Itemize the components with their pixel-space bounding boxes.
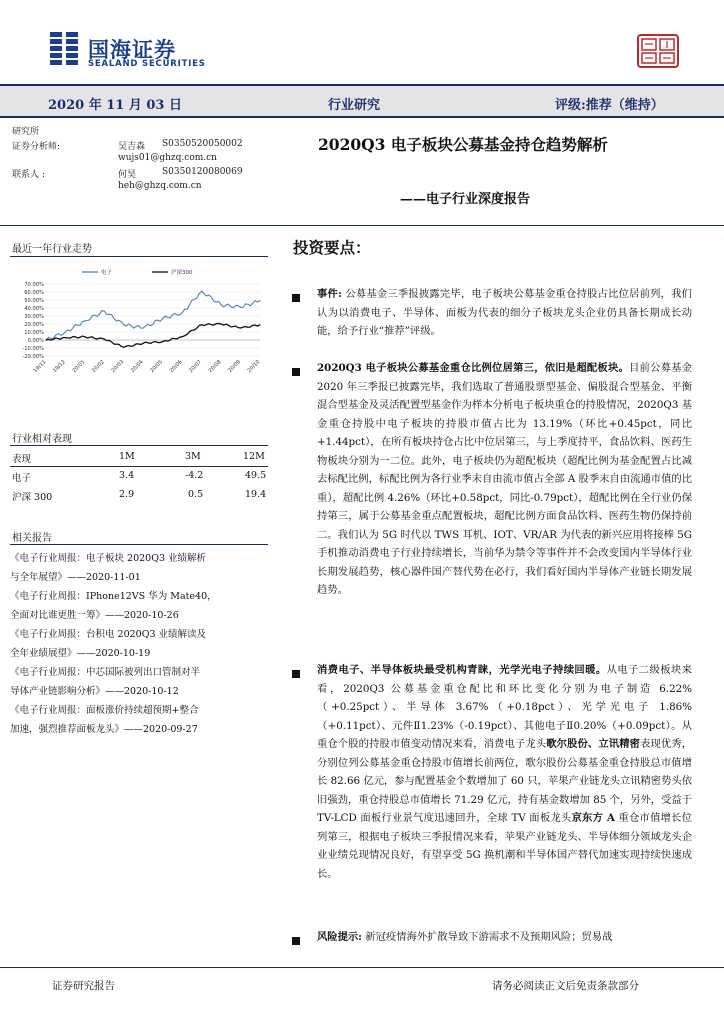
contact-email: heh@ghzq.com.cn xyxy=(118,181,202,191)
chart-legend-label: 电子 xyxy=(101,270,113,276)
chart-y-tick-label: 70.00% xyxy=(24,282,44,288)
perf-col-3m: 3M xyxy=(185,451,201,462)
analyst-name: 吴吉森 xyxy=(118,142,146,152)
chart-data-point xyxy=(259,324,260,325)
chart-legend-label: 沪深300 xyxy=(171,270,193,276)
bullet-icon xyxy=(292,294,300,302)
perf-row-12m: 49.5 xyxy=(245,470,267,481)
chart-data-point xyxy=(201,291,202,292)
brand-name-cn: 国海证券 xyxy=(88,38,176,62)
title-divider xyxy=(0,225,724,226)
chart-x-tick-label: 20/03 xyxy=(110,359,126,374)
related-heading: 相关报告 xyxy=(12,533,52,544)
consumer-bold-b: 歌尔股份、立讯精密 xyxy=(546,738,641,750)
paragraph-fund-holding xyxy=(317,359,692,600)
report-date: 2020 年 11 月 03 日 xyxy=(48,98,182,113)
footer-disclaimer: 请务必阅读正文后免责条款部分 xyxy=(492,980,639,992)
brand-name-en: SEALAND SECURITIES xyxy=(88,59,206,69)
consumer-text-c: 表现优秀，分别位列公募基金重仓持股市值增长前两位，歌尔股份公募基金重仓持股总市值增长 82.66 亿元，参与配置基金个数增加了 60 只，苹果产业链龙头立讯精密势头依旧强劲，重仓持股总市值增长 71.29 亿元，持有基金数增加 85 个，另外，受益于 TV-LCD 面板行业景气度迅速回升，全球 TV 面板龙头 xyxy=(317,738,693,824)
consumer-text-e: 重仓市值增长位列第三，根据电子板块三季报情况来看，苹果产业链龙头、半导体细分领域龙头企业业绩兑现情况良好，有望享受 5G 换机潮和半导体国产替代加速实现持续快速成长。 xyxy=(317,812,692,880)
chart-x-tick-label: 19/12 xyxy=(52,359,67,374)
rating: 评级:推荐（维持） xyxy=(555,98,664,113)
footer-divider xyxy=(0,967,724,968)
related-report-line: 加速，强烈推荐面板龙头》——2020-09-27 xyxy=(10,724,198,735)
chart-data-point xyxy=(220,304,221,305)
chart-y-tick-label: -20.00% xyxy=(22,354,44,360)
perf-row-name: 沪深 300 xyxy=(12,492,53,503)
chart-y-tick-label: 20.00% xyxy=(24,322,44,328)
consumer-label: 消费电子、半导体板块最受机构青睐，光学光电子持续回暖。 xyxy=(317,664,607,676)
paragraph-event xyxy=(317,285,692,341)
chart-y-tick-label: -10.00% xyxy=(22,346,44,352)
paragraph-consumer-electronics xyxy=(317,661,692,883)
trend-heading: 最近一年行业走势 xyxy=(12,244,92,255)
performance-divider-2 xyxy=(10,466,268,467)
chart-x-tick-label: 20/09 xyxy=(227,359,242,374)
contact-name: 何昊 xyxy=(118,170,137,180)
bullet-icon xyxy=(292,937,300,945)
bullet-icon xyxy=(292,670,300,678)
chart-data-point xyxy=(123,347,124,348)
report-subtitle: ——电子行业深度报告 xyxy=(400,192,531,207)
perf-col-label: 表现 xyxy=(12,454,32,465)
related-divider xyxy=(10,544,268,545)
analyst-email: wujs01@ghzq.com.cn xyxy=(118,153,217,163)
report-type: 行业研究 xyxy=(328,98,381,113)
analyst-label: 证券分析师: xyxy=(12,142,61,152)
event-label: 事件: xyxy=(317,288,342,300)
bullet-icon xyxy=(292,368,300,376)
chart-series-line-csi300 xyxy=(46,323,260,347)
chart-y-tick-label: 50.00% xyxy=(24,298,44,304)
consumer-text-a: 从电子二级板块来看，2020Q3 公募基金重仓配比和环比变化分别为电子制造 6.22%（+0.25pct）、半导体 3.67%（+0.18pct）、光学光电子 1.86%（+0.11pct）、元件Ⅱ1.23%（-0.19pct）、其他电子Ⅱ0.20%（+0.09pct）。从重仓个股的持股市值变动情况来看，消费电子龙头 xyxy=(317,664,693,750)
chart-data-point xyxy=(201,324,202,325)
chart-x-tick-label: 19/11 xyxy=(32,359,48,374)
red-seal-stamp-icon xyxy=(637,34,679,68)
chart-data-point xyxy=(240,307,241,308)
related-report-line: 《电子行业周报：IPhone12VS 华为 Mate40， xyxy=(10,591,217,602)
chart-data-point xyxy=(65,331,66,332)
chart-x-tick-label: 20/06 xyxy=(168,359,184,374)
chart-y-tick-label: 0.00% xyxy=(27,338,44,344)
contact-label: 联系人 : xyxy=(12,170,45,180)
chart-x-tick-label: 20/05 xyxy=(149,359,165,374)
related-report-line: 导体产业链影响分析》——2020-10-12 xyxy=(10,686,179,697)
event-text: 公募基金三季报披露完毕，电子板块公募基金重仓持股占比位居前列，我们认为以消费电子、半导体、面板为代表的细分子板块龙头企业仍具备长期成长动能，给予行业“推荐”评级。 xyxy=(317,288,692,337)
chart-data-point xyxy=(84,320,85,321)
chart-data-point xyxy=(240,327,241,328)
risk-text: 新冠疫情海外扩散导致下游需求不及预期风险；贸易战 xyxy=(362,931,613,943)
footer-left: 证券研究报告 xyxy=(52,980,115,992)
related-report-line: 《电子行业周报：中芯国际被列出口管制对半 xyxy=(10,667,201,678)
chart-data-point xyxy=(84,336,85,337)
perf-row-3m: 0.5 xyxy=(188,489,204,500)
chart-data-point xyxy=(104,339,105,340)
chart-y-tick-label: 10.00% xyxy=(24,330,44,336)
related-report-line: 全面对比谁更胜一筹》——2020-10-26 xyxy=(10,610,179,621)
chart-x-tick-label: 20/02 xyxy=(90,359,106,374)
related-report-line: 《电子行业周报：面板涨价持续超预期+整合 xyxy=(10,705,199,716)
chart-series-line-electronics xyxy=(46,291,260,340)
chart-x-tick-label: 20/08 xyxy=(207,359,223,374)
investment-heading: 投资要点： xyxy=(293,238,371,257)
related-report-line: 与全年展望》——2020-11-01 xyxy=(10,572,141,583)
sealand-logo-icon xyxy=(50,32,78,66)
chart-y-tick-label: 30.00% xyxy=(24,314,44,320)
chart-x-tick-label: 20/07 xyxy=(188,359,204,374)
fund-holding-text: 目前公募基金 2020 年三季报已披露完毕，我们选取了普通股票型基金、偏股混合型基金、平衡混合型基金及灵活配置型基金作为样本分析电子板块重仓的持股情况，2020Q3 基金重仓持股中电子板块的持股市值占比为 13.19%（环比+0.45pct，同比+1.44pct），在所有板块持仓占比中位居第三，与上季度持平，食品饮料、医药生物板块分别为一二位。此外，电子板块仍为超配板块（超配比例为基金配置占比减去标配比例，标配比例为各行业季末自由流市值占全部 A 股季末自由流通市值的比重），超配比例 4.26%（环比+0.58pct，同比-0.79pct），超配比例在全行业仍保持第三，属于公募基金重点配置板块，超配比例方面食品饮料、医药生物仍保持前二。我们认为 5G 时代以 TWS 耳机、IOT、VR/AR 为代表的新兴应用将接棒 5G 手机推动消费电子行业持续增长，当前华为禁令等事件并不会改变国内半导体行业长期发展趋势，核心器件国产替代势在必行，我们看好国内半导体产业链长期发展趋势。 xyxy=(317,362,692,596)
trend-divider xyxy=(10,256,268,257)
chart-data-point xyxy=(182,336,183,337)
related-report-line: 《电子行业周报：电子板块 2020Q3 业绩解析 xyxy=(10,553,207,564)
perf-row-1m: 2.9 xyxy=(119,489,135,500)
risk-label: 风险提示: xyxy=(317,931,362,943)
chart-data-point xyxy=(104,311,105,312)
chart-data-point xyxy=(45,339,46,340)
chart-x-tick-label: 20/10 xyxy=(246,359,262,374)
perf-col-12m: 12M xyxy=(243,451,265,462)
chart-x-tick-label: 20/04 xyxy=(129,359,145,374)
perf-row-1m: 3.4 xyxy=(119,470,135,481)
chart-data-point xyxy=(162,318,163,319)
perf-col-1m: 1M xyxy=(119,451,135,462)
chart-x-tick-label: 20/01 xyxy=(71,359,87,374)
consumer-bold-d: 京东方 A xyxy=(571,812,615,824)
chart-data-point xyxy=(259,300,260,301)
chart-data-point xyxy=(65,337,66,338)
fund-holding-label: 2020Q3 电子板块公募基金重仓比例位居第三，依旧是超配板块。 xyxy=(317,362,630,374)
institute-label: 研究所 xyxy=(12,127,40,137)
performance-heading: 行业相对表现 xyxy=(12,434,72,445)
chart-data-point xyxy=(220,323,221,324)
chart-y-tick-label: 40.00% xyxy=(24,306,44,312)
chart-data-point xyxy=(123,324,124,325)
performance-divider xyxy=(10,445,268,446)
analyst-cert: S0350520050002 xyxy=(162,139,243,149)
chart-data-point xyxy=(182,312,183,313)
chart-y-tick-label: 60.00% xyxy=(24,290,44,296)
report-info-bar xyxy=(0,84,724,118)
perf-row-name: 电子 xyxy=(12,473,32,484)
related-report-line: 《电子行业周报：台积电 2020Q3 业绩解读及 xyxy=(10,629,207,640)
report-title: 2020Q3 电子板块公募基金持仓趋势解析 xyxy=(318,135,608,154)
paragraph-risk xyxy=(317,928,692,948)
contact-cert: S0350120080069 xyxy=(162,167,243,177)
related-report-line: 全年业绩展望》——2020-10-19 xyxy=(10,648,151,659)
perf-row-3m: -4.2 xyxy=(185,470,204,481)
chart-data-point xyxy=(162,341,163,342)
perf-row-12m: 19.4 xyxy=(245,489,267,500)
chart-data-point xyxy=(143,343,144,344)
industry-trend-chart xyxy=(10,262,268,377)
chart-data-point xyxy=(143,327,144,328)
